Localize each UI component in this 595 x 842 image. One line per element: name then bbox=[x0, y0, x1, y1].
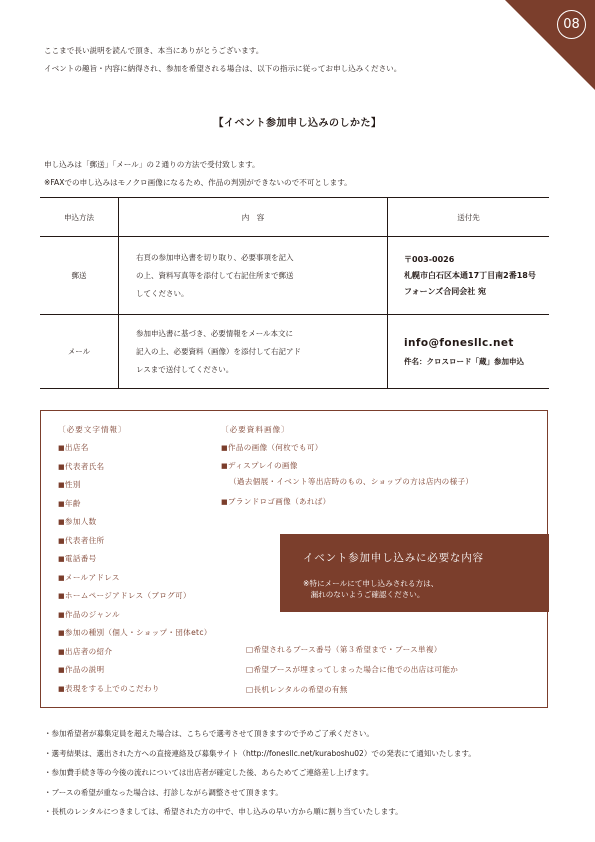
list-item: ■作品の画像（何枚でも可） bbox=[221, 443, 323, 452]
panel-note-line: ※特にメールにて申し込みされる方は、 bbox=[303, 579, 439, 588]
list-item: ■ブランドロゴ画像（あれば） bbox=[221, 497, 331, 506]
check-item: □希望されるブース番号（第３希望まで・ブース単複） bbox=[246, 645, 442, 654]
list-item: ■電話番号 bbox=[58, 554, 97, 563]
list-item-note: （過去個展・イベント等出店時のもの、ショップの方は店内の様子） bbox=[229, 477, 474, 486]
method-note bbox=[44, 156, 352, 192]
post-address bbox=[388, 237, 550, 315]
instruction-line: 参加申込書に基づき、必要情報をメール本文に bbox=[136, 328, 294, 338]
intro-line: イベントの趣旨・内容に納得され、参加を希望される場合は、以下の指示に従ってお申し込みください。 bbox=[44, 64, 402, 73]
panel-title: イベント参加申し込みに必要な内容 bbox=[303, 552, 484, 564]
list-item: ■作品の説明 bbox=[58, 665, 105, 674]
required-info-panel bbox=[280, 534, 549, 612]
footer-note: ・ブースの希望が重なった場合は、打診しながら調整させて頂きます。 bbox=[44, 787, 283, 797]
header-method: 申込方法 bbox=[40, 198, 119, 237]
table-row bbox=[40, 315, 549, 389]
list-item: ■ホームページアドレス（ブログ可） bbox=[58, 591, 191, 600]
email-subject: 件名：クロスロード「蔵」参加申込 bbox=[404, 356, 524, 366]
table-row bbox=[40, 237, 549, 315]
footer-note: ・選考結果は、選出された方への直接連絡及び募集サイト（http://fonesllc.net/kuraboshu02）での発表にて通知いたします。 bbox=[44, 748, 476, 758]
instruction-line: してください。 bbox=[136, 288, 189, 298]
check-item: □希望ブースが埋まってしまった場合に他での出店は可能か bbox=[246, 665, 459, 674]
footer-note: ・参加費手続き等の今後の流れについては出店者が確定した後、あらためてご連絡差し上げます。 bbox=[44, 768, 374, 777]
list-item: ■代表者氏名 bbox=[58, 461, 105, 471]
list-item: ■性別 bbox=[58, 480, 81, 489]
method-note-line: ※FAXでの申し込みはモノクロ画像になるため、作品の判別ができないので不可とします。 bbox=[44, 178, 352, 187]
required-text-info bbox=[58, 424, 212, 698]
instruction-line: の上、資料写真等を添付して右記住所まで郵送 bbox=[136, 270, 294, 280]
header-destination: 送付先 bbox=[388, 198, 550, 237]
instruction-line: 記入の上、必要資料（画像）を添付して右記アド bbox=[136, 346, 301, 356]
list-item: ■出店者の紹介 bbox=[58, 646, 113, 656]
method-note-line: 申し込みは「郵送」「メール」の２通りの方法で受付致します。 bbox=[44, 160, 260, 169]
required-images bbox=[221, 424, 473, 511]
postal-code: 〒003-0026 bbox=[404, 254, 455, 264]
list-item: ■作品のジャンル bbox=[58, 609, 120, 619]
method-post: 郵送 bbox=[40, 237, 119, 315]
list-item: ■ディスプレイの画像 bbox=[221, 461, 298, 470]
application-methods-table bbox=[40, 197, 549, 389]
footer-note: ・参加希望者が募集定員を超えた場合は、こちらで選考させて頂きますので予めご了承ください。 bbox=[44, 729, 374, 738]
recipient: フォーンズ合同会社 宛 bbox=[404, 286, 486, 296]
list-item: ■参加の種別（個人・ショップ・団体etc） bbox=[58, 628, 212, 637]
list-item: ■表現をする上でのこだわり bbox=[58, 683, 160, 693]
section-title: 【イベント参加申し込みのしかた】 bbox=[213, 118, 382, 129]
required-image-heading: 〔必要資料画像〕 bbox=[221, 425, 290, 434]
instruction-line: レスまで送付してください。 bbox=[136, 364, 234, 374]
list-item: ■年齢 bbox=[58, 498, 81, 508]
footer-notes bbox=[44, 724, 476, 822]
required-text-heading: 〔必要文字情報〕 bbox=[58, 425, 127, 434]
page-number-badge: 08 bbox=[557, 10, 586, 39]
list-item: ■出店名 bbox=[58, 443, 89, 452]
footer-note: ・長机のレンタルにつきましては、希望された方の中で、申し込みの早い方から順に割り当ていたします。 bbox=[44, 807, 403, 816]
intro-line: ここまで長い説明を読んで頂き、本当にありがとうございます。 bbox=[44, 46, 264, 55]
list-item: ■メールアドレス bbox=[58, 572, 120, 582]
table-header-row bbox=[40, 198, 549, 237]
method-mail: メール bbox=[40, 315, 119, 389]
instruction-line: 右頁の参加申込書を切り取り、必要事項を記入 bbox=[136, 252, 294, 262]
list-item: ■参加人数 bbox=[58, 517, 97, 526]
intro-text bbox=[44, 42, 401, 78]
panel-note-line: 漏れのないようご確認ください。 bbox=[303, 590, 425, 599]
mail-destination bbox=[388, 315, 550, 389]
header-content: 内 容 bbox=[119, 198, 388, 237]
list-item: ■代表者住所 bbox=[58, 535, 105, 545]
check-item: □長机レンタルの希望の有無 bbox=[246, 685, 348, 694]
street-address: 札幌市白石区本通17丁目南2番18号 bbox=[404, 270, 536, 280]
booth-check-items bbox=[246, 640, 458, 700]
panel-note bbox=[303, 578, 438, 600]
post-instructions bbox=[119, 237, 388, 315]
email-address: info@fonesllc.net bbox=[404, 336, 514, 349]
mail-instructions bbox=[119, 315, 388, 389]
